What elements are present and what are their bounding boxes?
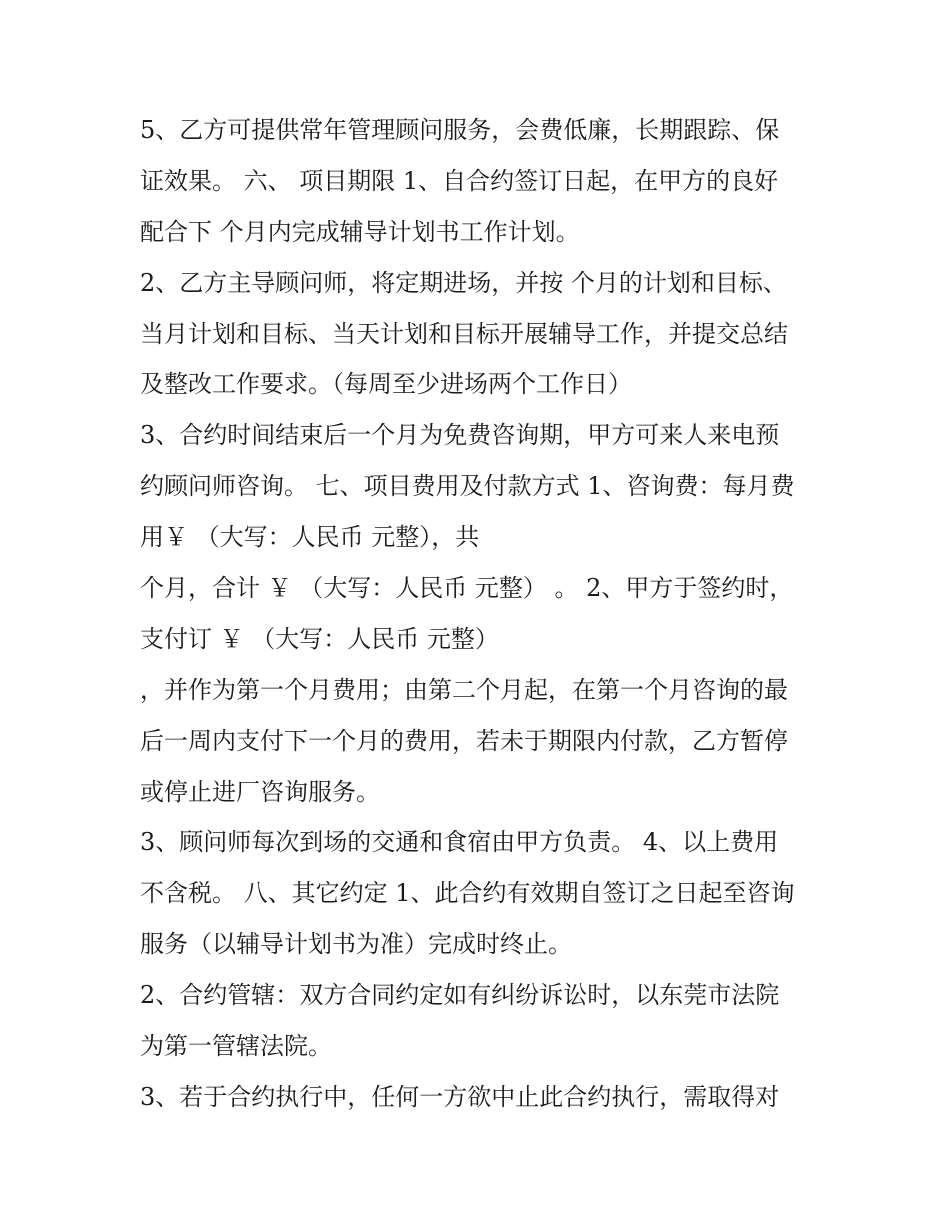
contract-text — [140, 110, 830, 1128]
text-line: 用￥ （大写：人民币 元整），共 — [140, 523, 480, 552]
text-line: 个月，合计 ￥ （大写：人民币 元整） 。 2、甲方于签约时， — [140, 574, 794, 603]
text-line: 不含税。 八、其它约定 1、此合约有效期自签订之日起至咨询 — [140, 879, 795, 908]
text-line: 3、若于合约执行中，任何一方欲中止此合约执行，需取得对 — [140, 1082, 780, 1111]
text-line: 支付订 ￥ （大写：人民币 元整） — [140, 624, 499, 653]
text-line: 证效果。 六、 项目期限 1、自合约签订日起，在甲方的良好 — [140, 166, 779, 195]
text-line: 2、合约管辖：双方合同约定如有纠纷诉讼时，以东莞市法院 — [140, 981, 780, 1010]
text-line: 或停止进厂咨询服务。 — [140, 777, 380, 806]
text-line: 约顾问师咨询。 七、项目费用及付款方式 1、咨询费：每月费 — [140, 472, 795, 501]
text-line: 当月计划和目标、当天计划和目标开展辅导工作，并提交总结 — [140, 319, 788, 348]
text-line: 5、乙方可提供常年管理顾问服务，会费低廉，长期跟踪、保 — [140, 116, 780, 144]
text-line: 及整改工作要求。（每周至少进场两个工作日） — [140, 370, 632, 399]
text-line: 为第一管辖法院。 — [140, 1032, 332, 1061]
text-line: 后一周内支付下一个月的费用，若未于期限内付款，乙方暂停 — [140, 726, 788, 755]
text-line: 服务（以辅导计划书为准）完成时终止。 — [140, 930, 572, 959]
text-line: 配合下 个月内完成辅导计划书工作计划。 — [140, 217, 580, 246]
text-line: 3、合约时间结束后一个月为免费咨询期，甲方可来人来电预 — [140, 421, 780, 450]
text-line: 3、顾问师每次到场的交通和食宿由甲方负责。 4、以上费用 — [140, 828, 779, 857]
text-line: ，并作为第一个月费用；由第二个月起，在第一个月咨询的最 — [140, 675, 788, 704]
text-line: 2、乙方主导顾问师，将定期进场，并按 个月的计划和目标、 — [140, 268, 787, 297]
